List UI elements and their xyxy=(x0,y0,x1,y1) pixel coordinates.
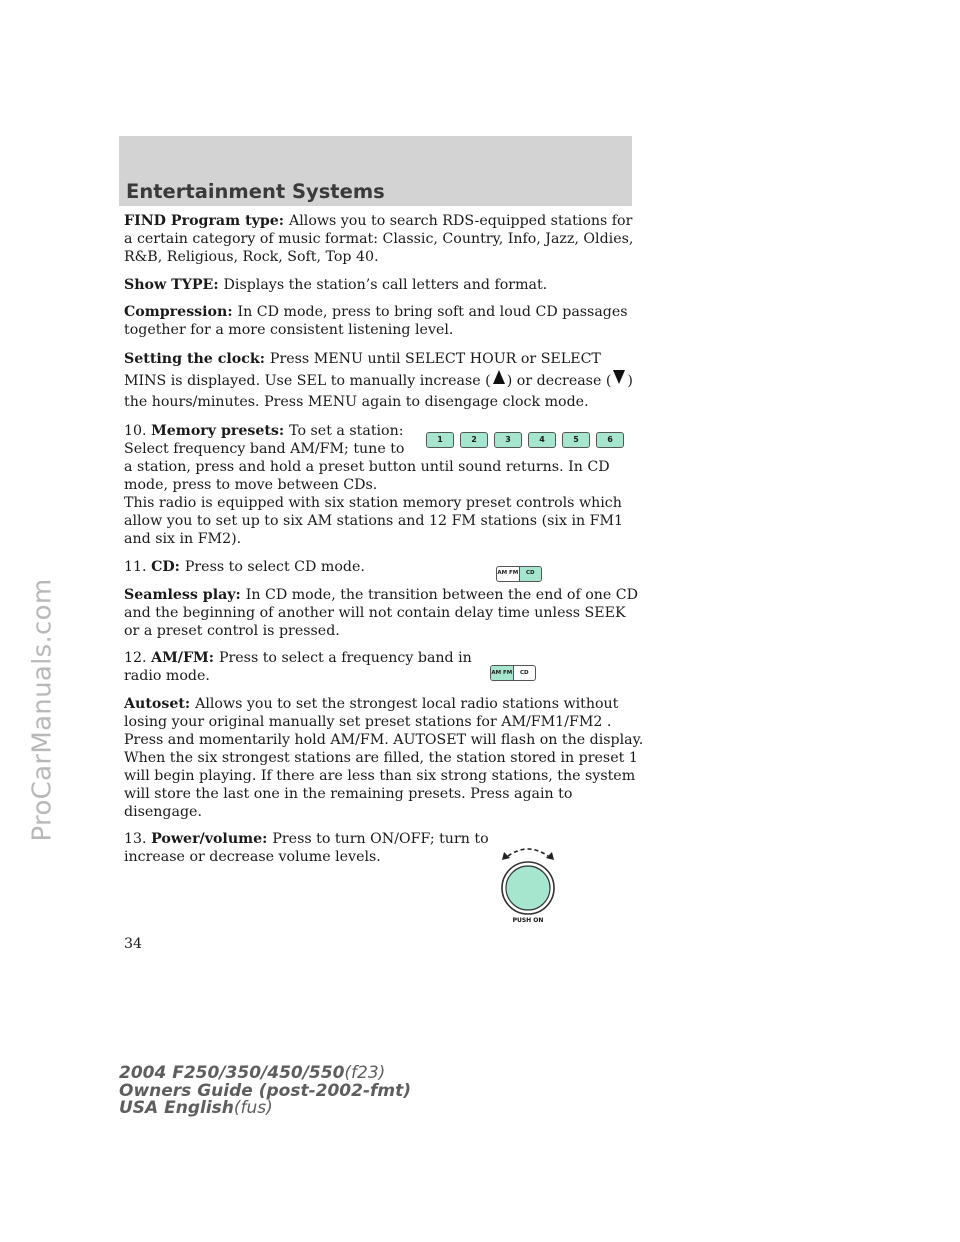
footer-language: USA English xyxy=(119,1098,234,1118)
term-text: ) or decrease ( xyxy=(506,372,612,389)
term-text: Press to turn ON/OFF; turn to increase or decrease volume levels. xyxy=(124,831,489,866)
footer-model: 2004 F250/350/450/550 xyxy=(119,1063,345,1083)
term-text: Displays the station’s call letters and format. xyxy=(223,276,548,293)
term-label: FIND Program type: xyxy=(124,213,289,229)
paragraph-seamless-play xyxy=(124,586,644,640)
down-arrow-icon xyxy=(613,370,625,384)
term-text: Press to select CD mode. xyxy=(184,558,365,575)
paragraph-amfm xyxy=(124,649,644,685)
term-text: This radio is equipped with six station memory preset controls which allow you to set up to six AM stations and 12 FM stations (six in FM1 and six in FM2). xyxy=(124,495,624,548)
knob-label: PUSH ON xyxy=(512,917,544,925)
paragraph-show-type xyxy=(124,276,644,294)
up-arrow-icon xyxy=(493,370,505,384)
term-label: CD: xyxy=(151,558,185,575)
preset-button-3: 3 xyxy=(494,432,522,448)
term-text: Allows you to set the strongest local radio stations without losing your original manually set preset stations for AM/FM1/FM2 . Press and momentarily hold AM/FM. AUTOSET will flash on the display. When the six strongest stations are filled, the station stored in preset 1 will begin playing. If there are less than six strong stations, the system will store the last one in the remaining presets. Press again to disengage. xyxy=(124,695,644,820)
footer-language-code: (fus) xyxy=(233,1098,273,1118)
term-text: Press to select a frequency band in radio mode. xyxy=(124,650,472,685)
term-text: Allows you to search RDS-equipped stations for a certain category of music format: Classic, Country, Info, Jazz, Oldies, R&B, Religious, Rock, Soft, Top 40. xyxy=(124,213,634,265)
preset-button-5: 5 xyxy=(562,432,590,448)
footer-line-language xyxy=(119,1100,411,1118)
item-number: 10. xyxy=(124,423,152,440)
watermark-text: ProCarManuals.com xyxy=(27,578,58,842)
preset-button-6: 6 xyxy=(596,432,624,448)
volume-knob-icon xyxy=(496,840,560,924)
volume-knob-figure xyxy=(496,840,560,924)
preset-button-1: 1 xyxy=(426,432,454,448)
section-title: Entertainment Systems xyxy=(126,180,385,203)
paragraph-presets-info xyxy=(124,494,644,548)
preset-buttons-figure xyxy=(426,432,624,448)
paragraph-find-program-type xyxy=(124,212,644,266)
preset-button-4: 4 xyxy=(528,432,556,448)
term-label: Show TYPE: xyxy=(124,276,224,293)
section-header xyxy=(119,136,632,206)
preset-button-2: 2 xyxy=(460,432,488,448)
term-label: Power/volume: xyxy=(151,831,273,848)
term-text: ) the hours/minutes. Press MENU again to disengage clock mode. xyxy=(124,372,633,410)
paragraph-cd xyxy=(124,558,644,576)
paragraph-setting-clock xyxy=(124,349,644,413)
watermark xyxy=(18,400,66,1020)
paragraph-autoset xyxy=(124,695,644,821)
cd-half-label: CD xyxy=(513,666,536,680)
term-label: Memory presets: xyxy=(151,423,290,440)
page-number: 34 xyxy=(124,936,143,952)
term-text: Press MENU until SELECT HOUR or SELECT MINS is displayed. Use SEL to manually increase ( xyxy=(124,350,601,389)
page-body xyxy=(124,212,644,924)
term-label: Compression: xyxy=(124,304,238,321)
amfm-half-label: AM FM xyxy=(497,570,519,577)
amfm-button-figure xyxy=(490,665,536,681)
term-label: Seamless play: xyxy=(124,586,246,603)
item-number: 13. xyxy=(124,831,152,848)
term-text: To set a station: Select frequency band AM/FM; tune to a station, press and hold a preset button until sound returns. In CD mode, press to move between CDs. xyxy=(124,423,610,494)
item-number: 11. xyxy=(124,558,152,575)
footer xyxy=(119,1065,411,1118)
footer-line-model xyxy=(119,1065,411,1083)
term-label: Autoset: xyxy=(124,695,196,712)
term-label: AM/FM: xyxy=(151,650,219,667)
cd-half-label: CD xyxy=(519,567,542,581)
cd-button-figure xyxy=(496,566,542,582)
paragraph-power-volume xyxy=(124,830,644,866)
item-number: 12. xyxy=(124,650,152,667)
term-text: In CD mode, the transition between the end of one CD and the beginning of another will not contain delay time unless SEEK or a preset control is pressed. xyxy=(124,586,639,639)
footer-guide: Owners Guide (post-2002-fmt) xyxy=(119,1080,412,1101)
paragraph-compression xyxy=(124,303,644,339)
footer-model-code: (f23) xyxy=(344,1063,386,1083)
term-label: Setting the clock: xyxy=(124,350,270,367)
term-text: In CD mode, press to bring soft and loud CD passages together for a more consistent listening level. xyxy=(124,304,628,339)
amfm-half-label: AM FM xyxy=(491,666,513,680)
